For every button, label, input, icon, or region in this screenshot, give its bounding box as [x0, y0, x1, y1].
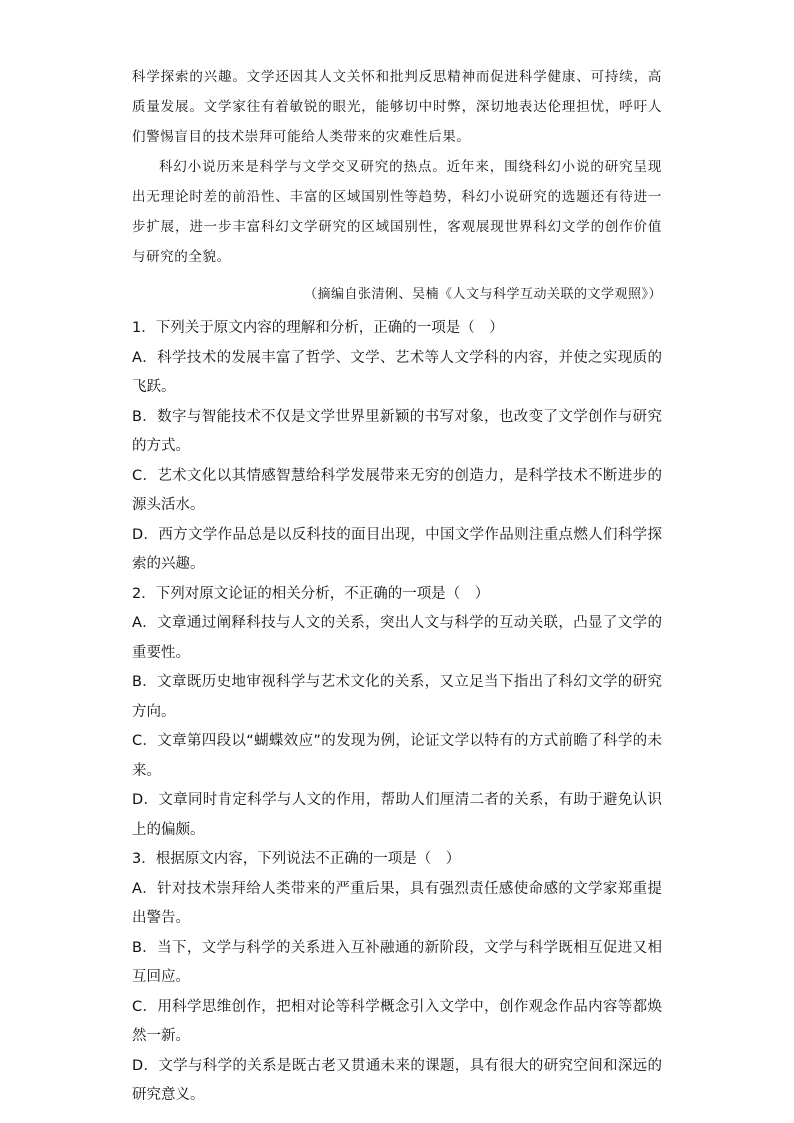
question-list	[132, 314, 662, 1111]
option-d: D．文章同时肯定科学与人文的作用，帮助人们厘清二者的关系，有助于避免认识上的偏颇。	[132, 792, 662, 838]
option-c: C．文章第四段以“蝴蝶效应”的发现为例，论证文学以特有的方式前瞻了科学的未来。	[132, 733, 662, 779]
question-2	[132, 580, 662, 846]
question-stem: 1．下列关于原文内容的理解和分析，正确的一项是（ ）	[132, 320, 504, 336]
option-a: A．针对技术崇拜给人类带来的严重后果，具有强烈责任感使命感的文学家郑重提出警告。	[132, 880, 662, 926]
passage-paragraph: 科学探索的兴趣。文学还因其人文关怀和批判反思精神而促进科学健康、可持续，高质量发展。文学家往有着敏锐的眼光，能够切中时弊，深切地表达伦理担忧，呼吁人们警惕盲目的技术崇拜可能给人类带来的灾难性后果。	[132, 69, 662, 145]
option-a: A．文章通过阐释科技与人文的关系，突出人文与科学的互动关联，凸显了文学的重要性。	[132, 615, 662, 661]
option-d: D．西方文学作品总是以反科技的面目出现，中国文学作品则注重点燃人们科学探索的兴趣。	[132, 526, 662, 572]
passage	[132, 62, 662, 272]
option-b: B．数字与智能技术不仅是文学世界里新颖的书写对象，也改变了文学创作与研究的方式。	[132, 408, 662, 454]
question-1	[132, 314, 662, 580]
option-d: D．文学与科学的关系是既古老又贯通未来的课题，具有很大的研究空间和深远的研究意义。	[132, 1057, 662, 1103]
source-citation: （摘编自张清俐、吴楠《人文与科学互动关联的文学观照》）	[303, 287, 662, 302]
question-3	[132, 845, 662, 1111]
passage-paragraph: 科幻小说历来是科学与文学交叉研究的热点。近年来，围绕科幻小说的研究呈现出无理论时差的前沿性、丰富的区域国别性等趋势，科幻小说研究的选题还有待进一步扩展，进一步丰富科幻文学研究的区域国别性，客观展现世界科幻文学的创作价值与研究的全貌。	[132, 159, 662, 265]
option-c: C．用科学思维创作，把相对论等科学概念引入文学中，创作观念作品内容等都焕然一新。	[132, 998, 662, 1044]
question-stem: 3．根据原文内容，下列说法不正确的一项是（ ）	[132, 851, 461, 867]
question-stem: 2．下列对原文论证的相关分析，不正确的一项是（ ）	[132, 585, 490, 602]
option-c: C．艺术文化以其情感智慧给科学发展带来无穷的创造力，是科学技术不断进步的源头活水。	[132, 467, 662, 513]
option-a: A．科学技术的发展丰富了哲学、文学、艺术等人文学科的内容，并使之实现质的飞跃。	[132, 349, 662, 395]
option-b: B．文章既历史地审视科学与艺术文化的关系，又立足当下指出了科幻文学的研究方向。	[132, 674, 662, 720]
option-b: B．当下，文学与科学的关系进入互补融通的新阶段，文学与科学既相互促进又相互回应。	[132, 939, 662, 985]
